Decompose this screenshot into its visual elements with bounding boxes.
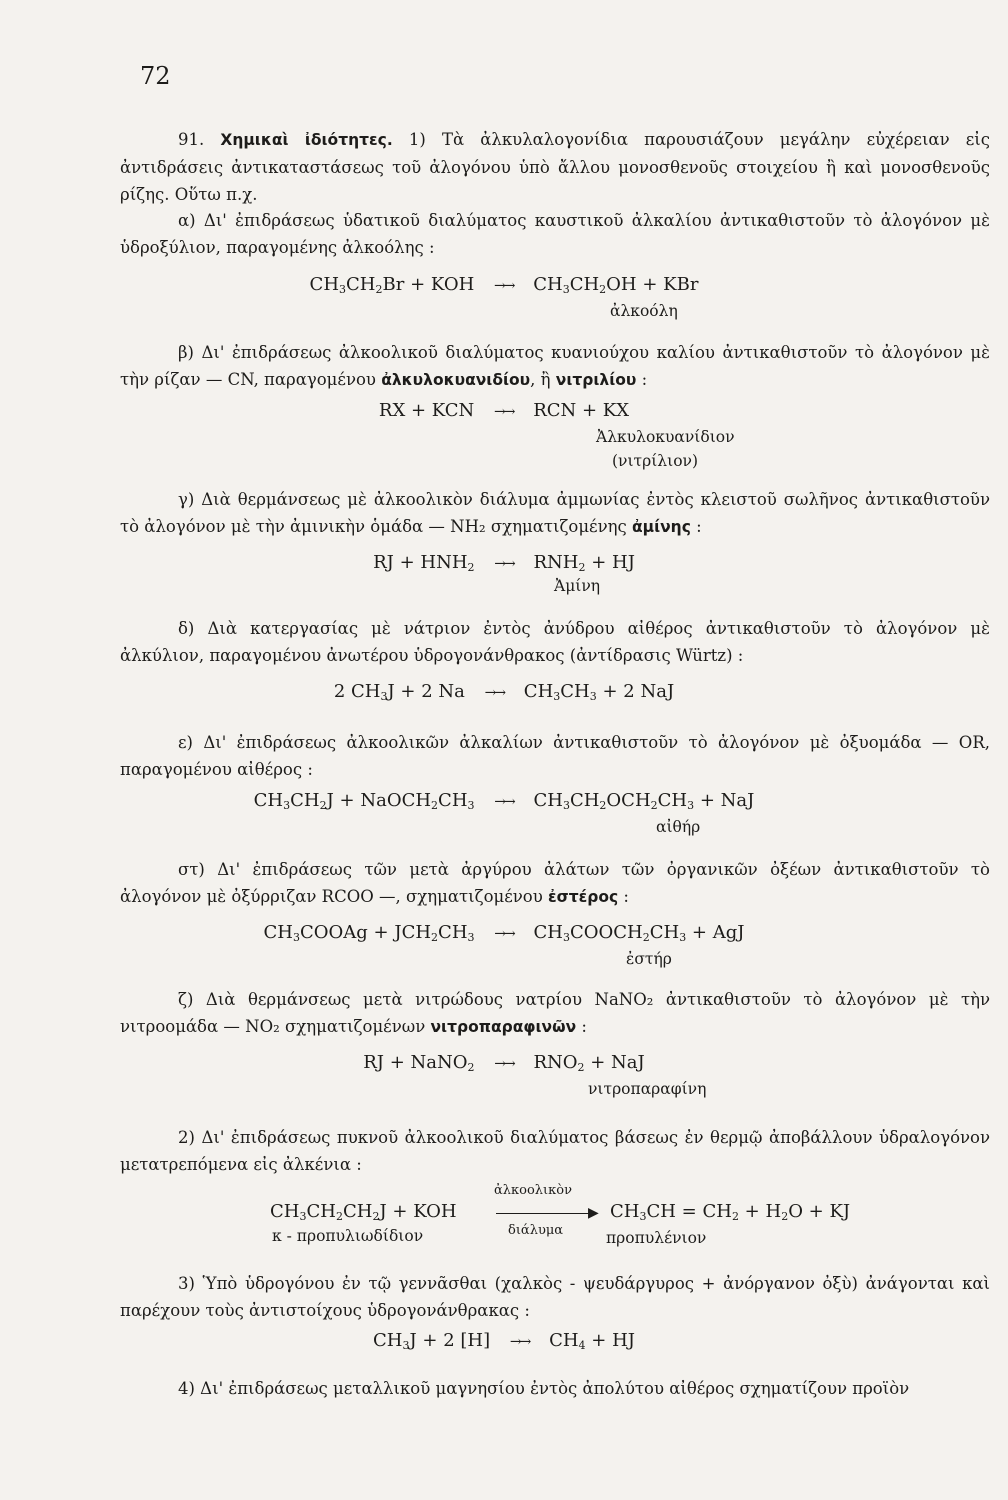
para-b-mid: , ἢ	[530, 370, 556, 389]
para-st-end: :	[618, 887, 629, 906]
equation-z: RJ + NaNO$_2$ →→ $RNO_2$ + NaJ	[363, 1052, 645, 1074]
section-intro-text: 1) Τὰ ἀλκυλαλογονίδια παρουσιάζουν μεγάλην εὐχέρειαν εἰς ἀντιδράσεις ἀντικαταστάσεως τοῦ ἀλογόνου ὑπὸ ἄλλου μονοσθενοῦς στοιχείου ἢ καὶ μονοσθενοῦς ρίζης. Οὕτω π.χ.	[120, 130, 991, 204]
para-4: 4) Δι' ἐπιδράσεως μεταλλικοῦ μαγνησίου ἐντὸς ἀπολύτου αἰθέρος σχηματίζουν προϊὸν	[178, 1379, 910, 1398]
equation-d: 2 $CH_3J + 2$ $Na \to\to CH_3CH_3 + 2$ NaJ	[333, 681, 675, 703]
name-ether: αἰθήρ	[656, 818, 701, 836]
reaction-arrow-line	[496, 1213, 594, 1214]
para-e: ε) Δι' ἐπιδράσεως ἀλκοολικῶν ἀλκαλίων ἀντικαθιστοῦν τὸ ἀλογόνον μὲ ὀξυομάδα — OR, παραγομένου αἰθέρος :	[120, 733, 990, 779]
equation-b: RX + KCN →→ RCN + KX	[378, 400, 630, 421]
para-c-end: :	[690, 517, 702, 536]
condition-over: ἀλκοολικὸν	[494, 1183, 572, 1198]
para-z-text: ζ) Διὰ θερμάνσεως μετὰ νιτρώδους νατρίου NaNO₂ ἀντικαθιστοῦν τὸ ἀλογόνον μὲ τὴν νιτροομάδα — NO₂ σχηματιζομένων	[120, 990, 990, 1036]
para-z	[120, 986, 990, 1041]
equation-e: $CH_3CH_2J$ + $NaOCH_2CH_3 \to\to CH_3CH_2OCH_2CH_3$ + NaJ	[253, 790, 755, 812]
term-alkylcyanide: ἀλκυλοκυανιδίου	[381, 371, 531, 389]
equation-2-lhs: $CH_3CH_2CH_2J$ + KOH	[270, 1201, 457, 1223]
term-amine: ἀμίνης	[632, 518, 691, 536]
section-number: 91.	[178, 130, 205, 149]
term-ester: ἐστέρος	[548, 888, 619, 906]
equation-3: $CH_3J + 2$ $[H] \to\to CH_4$ + HJ	[373, 1330, 635, 1352]
para-2: 2) Δι' ἐπιδράσεως πυκνοῦ ἀλκοολικοῦ διαλύματος βάσεως ἐν θερμῷ ἀποβάλλουν ὑδραλογόνον μετατρεπόμενα εἰς ἀλκένια :	[120, 1128, 990, 1174]
name-ester: ἐστήρ	[626, 950, 672, 968]
page-number: 72	[140, 62, 171, 90]
para-c	[120, 486, 990, 541]
para-d: δ) Διὰ κατεργασίας μὲ νάτριον ἐντὸς ἀνύδρου αἰθέρος ἀντικαθιστοῦν τὸ ἀλογόνον μὲ ἀλκύλιον, παραγομένου ἀνωτέρου ὑδρογονάνθρακος (ἀντίδρασις Würtz) :	[120, 619, 990, 665]
section-title: Χημικαὶ ἰδιότητες.	[220, 131, 393, 149]
name-propyl-iodide: κ - προπυλιωδίδιον	[272, 1227, 424, 1245]
equation-st: $CH_3COOAg + JCH_2CH_3$ →→ $CH_3COOCH_2CH_3$ + AgJ	[263, 922, 745, 944]
name-nitroparaffin: νιτροπαραφίνη	[588, 1080, 707, 1098]
name-alkylcyanide: Ἀλκυλοκυανίδιον	[596, 428, 735, 446]
section-intro	[120, 126, 990, 208]
para-st-text: στ) Δι' ἐπιδράσεως τῶν μετὰ ἀργύρου ἀλάτων τῶν ὀργανικῶν ὀξέων ἀντικαθιστοῦν τὸ ἀλογόνον μὲ ὀξύρριζαν RCOO —, σχηματιζομένου	[120, 860, 990, 906]
name-alcohol: ἀλκοόλη	[610, 302, 678, 320]
name-nitrile: (νιτρίλιον)	[612, 452, 699, 470]
name-amine: Ἀμίνη	[554, 577, 601, 595]
para-c-text: γ) Διὰ θερμάνσεως μὲ ἀλκοολικὸν διάλυμα ἀμμωνίας ἐντὸς κλειστοῦ σωλῆνος ἀντικαθιστοῦν τὸ ἀλογόνον μὲ τὴν ἀμινικὴν ὁμάδα — NH₂ σχηματιζομένης	[120, 490, 990, 536]
equation-2-rhs: $CH_3CH = CH_2 + H_2O$ + KJ	[610, 1201, 851, 1223]
term-nitroparaffins: νιτροπαραφινῶν	[430, 1018, 577, 1036]
equation-a: $CH_3CH_2Br$ + KOH →→ $CH_3CH_2OH$ + KBr	[309, 274, 699, 296]
para-b	[120, 339, 990, 394]
condition-under: διάλυμα	[508, 1223, 564, 1238]
para-b-end: :	[636, 370, 648, 389]
equation-c: RJ + $HNH_2 \to\to RNH_2$ + HJ	[373, 552, 635, 574]
para-b-text: β) Δι' ἐπιδράσεως ἀλκοολικοῦ διαλύματος κυανιούχου καλίου ἀντικαθιστοῦν τὸ ἀλογόνον μὲ τὴν ρίζαν — CN, παραγομένου	[120, 343, 990, 389]
para-z-end: :	[576, 1017, 587, 1036]
para-a: α) Δι' ἐπιδράσεως ὑδατικοῦ διαλύματος καυστικοῦ ἀλκαλίου ἀντικαθιστοῦν τὸ ἀλογόνον μὲ ὑδροξύλιον, παραγομένης ἀλκοόλης :	[120, 211, 990, 257]
reaction-arrow-head: ▶	[588, 1205, 599, 1221]
para-st	[120, 856, 990, 911]
name-propylene: προπυλένιον	[606, 1229, 707, 1247]
para-3: 3) Ὑπὸ ὑδρογόνου ἐν τῷ γεννᾶσθαι (χαλκὸς - ψευδάργυρος + ἀνόργανον ὀξὺ) ἀνάγονται καὶ παρέχουν τοὺς ἀντιστοίχους ὑδρογονάνθρακας :	[120, 1274, 990, 1320]
term-nitrile: νιτριλίου	[555, 371, 637, 389]
